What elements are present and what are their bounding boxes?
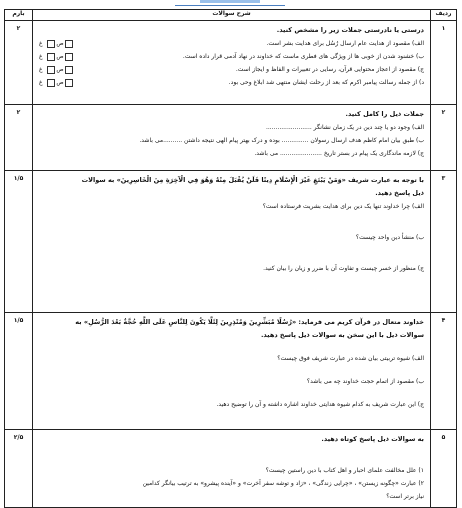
- question-title: جملات ذیل را کامل کنید.: [345, 110, 424, 118]
- question-row-3: [5, 171, 457, 313]
- question-row-4: [5, 313, 457, 430]
- question-row-1: [5, 21, 457, 105]
- sub-question: ب) منشأ دین واحد چیست؟: [355, 234, 424, 241]
- question-body: [33, 313, 431, 430]
- tf-options: ص غ: [39, 50, 74, 63]
- table-header-row: [5, 10, 457, 21]
- true-checkbox[interactable]: [47, 53, 55, 61]
- question-title: با توجه به عبارت شریف «وَمَنْ يَبْتَغِ غَيْرَ الْإِسْلَامِ دِينًا فَلَنْ يُقْبَلَ مِنْهُ وَهُوَ فِي الْآخِرَةِ مِنَ الْخَاسِرِينَ» به سوالات: [81, 176, 424, 184]
- tf-item: ص غ د) از جمله رسالت پیامبر اکرم که بعد از رحلت ایشان منتهی شد ابلاغ وحی بود.: [39, 76, 424, 89]
- false-checkbox[interactable]: [65, 79, 73, 87]
- question-title: خداوند متعال در قرآن کریم می فرماید: «رُسُلًا مُبَشِّرِينَ وَمُنْذِرِينَ لِئَلَّا يَكُونَ لِلنَّاسِ عَلَى اللَّهِ حُجَّةٌ بَعْدَ الرُّسُلِ» به: [75, 318, 424, 326]
- question-title-cont: سوالات ذیل با این سخن به سوالات ذیل پاسخ دهید.: [260, 331, 424, 339]
- tf-options: ص غ: [39, 37, 74, 50]
- sub-question: الف) شیوه تربیتی بیان شده در عبارت شریف فوق چیست؟: [277, 355, 424, 362]
- true-checkbox[interactable]: [47, 79, 55, 87]
- header-number: ردیف: [431, 10, 457, 21]
- fill-item: ج) لازمه ماندگاری یک پیام در بستر تاریخ ...................... می باشد.: [254, 150, 424, 157]
- tf-item: ص غ ج) مقصود از اعجاز محتوایی قرآن، رسایی در تعبیرات و الفاظ و ایجاز است.: [39, 63, 424, 76]
- question-title: به سوالات ذیل پاسخ کوتاه دهید.: [321, 435, 424, 443]
- question-score: ۲: [5, 105, 33, 171]
- question-row-5: [5, 430, 457, 508]
- sub-question: ب) مقصود از اتمام حجت خداوند چه می باشد؟: [306, 378, 424, 385]
- question-score: ۱/۵: [5, 313, 33, 430]
- header-score: بارم: [5, 10, 33, 21]
- tf-options: ص غ: [39, 76, 74, 89]
- question-score: ۱/۵: [5, 171, 33, 313]
- sub-question: ۱) علل مخالفت علمای احبار و اهل کتاب با دین راستین چیست؟: [265, 467, 424, 474]
- question-number: ۳: [431, 171, 457, 313]
- question-number: ۲: [431, 105, 457, 171]
- exam-table: [4, 9, 457, 508]
- tf-item: ص غ ب) خشنود شدن از خوبی ها از ویژگی های فطری ماست که خداوند در نهاد آدمی قرار داده است.: [39, 50, 424, 63]
- question-body: [33, 21, 431, 105]
- question-body: [33, 105, 431, 171]
- sub-question: ج) منظور از خسر چیست و تفاوت آن با ضرر و زیان را بیان کنید.: [263, 265, 424, 272]
- sub-question: ج) این عبارت شریف به کدام شیوه هدایتی خداوند اشاره داشته و آن را توضیح دهید.: [216, 401, 424, 408]
- question-row-2: [5, 105, 457, 171]
- tf-options: ص غ: [39, 63, 74, 76]
- header-questions: شرح سوالات: [33, 10, 431, 21]
- tf-item: ص غ الف) مقصود از هدایت عام ارسال رُسُل برای هدایت بشر است.: [39, 37, 424, 50]
- question-number: ۵: [431, 430, 457, 508]
- question-score: ۲/۵: [5, 430, 33, 508]
- false-checkbox[interactable]: [65, 53, 73, 61]
- question-number: ۴: [431, 313, 457, 430]
- header-decoration: [175, 0, 285, 6]
- true-checkbox[interactable]: [47, 66, 55, 74]
- sub-question: ۲) عبارت «چگونه زیستن» ، «چرایی زندگی» ، «زاد و توشه سفر آخرت» و «آینده پیشرو» به ترتیب بیانگر کدامین: [142, 480, 424, 487]
- fill-item: ب) طبق بیان امام کاظم هدف ارسال رسولان .............. بوده و درک بهتر پیام الهی نتیجه داشتن ..........می باشد.: [139, 137, 424, 144]
- sub-question: نیاز برتر است؟: [386, 493, 424, 500]
- question-title: درستی یا نادرستی جملات زیر را مشخص کنید.: [276, 26, 424, 34]
- question-body: [33, 430, 431, 508]
- question-score: ۲: [5, 21, 33, 105]
- true-checkbox[interactable]: [47, 40, 55, 48]
- fill-item: الف) وجود دو یا چند دین در یک زمان نشانگر ........................: [265, 124, 424, 131]
- false-checkbox[interactable]: [65, 40, 73, 48]
- question-title-cont: ذیل پاسخ دهید.: [375, 189, 424, 197]
- question-body: [33, 171, 431, 313]
- question-number: ۱: [431, 21, 457, 105]
- sub-question: الف) چرا خداوند تنها یک دین برای هدایت بشریت فرستاده است؟: [262, 203, 424, 210]
- false-checkbox[interactable]: [65, 66, 73, 74]
